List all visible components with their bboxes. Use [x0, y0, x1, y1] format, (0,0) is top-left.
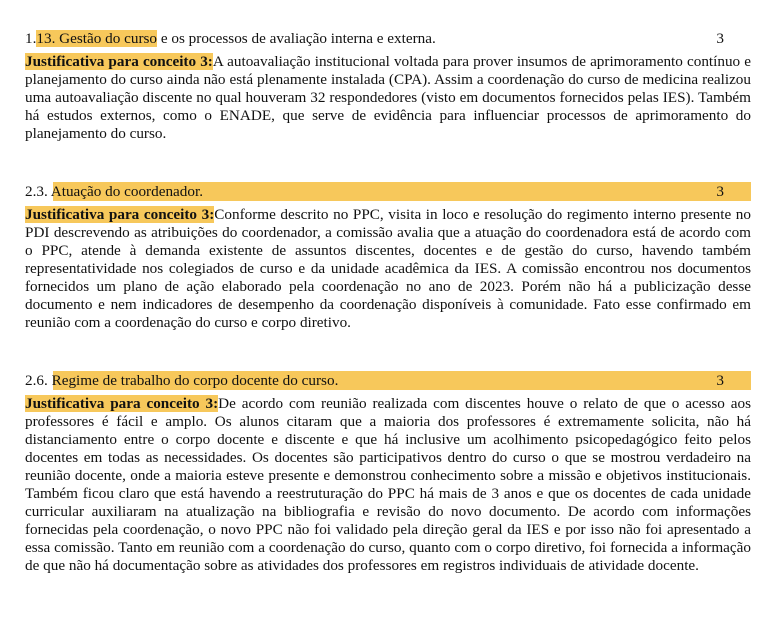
justification-label: Justificativa para conceito 3: [25, 395, 219, 412]
section-1-13 [25, 29, 751, 143]
justification-label: Justificativa para conceito 3: [25, 206, 215, 223]
section-title: Regime de trabalho do corpo docente do curso. [51, 372, 339, 389]
section-heading [25, 371, 751, 390]
section-2-3 [25, 182, 751, 332]
justification-text: Conforme descrito no PPC, visita in loco e resolução do regimento interno presente no PDI descrevendo as atribuições do coordenador, a comissão avalia que a atuação do coordenadora está de acordo com o PPC, atende à demanda existente de assuntos discentes, docentes e de gestão do curso, havendo também representatividade nos colegiados de curso e da unidade acadêmica da IES. A comissão encontrou nos documentos fornecidos um plano de ação elaborado pela coordenação no ano de 2023. Porém não há a publicização desse documento e nem indicadores de desempenho da coordenação disponíveis à comunidade. Fato esse confirmado em reunião com a coordenação do curso e corpo diretivo. [25, 206, 751, 331]
section-score: 3 [716, 30, 724, 47]
section-heading [25, 29, 751, 48]
section-score: 3 [716, 372, 724, 389]
section-title: e os processos de avaliação interna e externa. [157, 30, 436, 47]
section-heading [25, 182, 751, 201]
section-title-highlight: 13. Gestão do curso [36, 30, 158, 47]
justification-text: De acordo com reunião realizada com discentes houve o relato de que o acesso aos professores é fácil e amplo. Os alunos citaram que a maioria dos professores é extremamente solicita, não há distanciamento entre o corpo docente e discente e que há inclusive um acolhimento psicopedagógico feito pelos docentes em todas as necessidades. Os docentes são participativos dentro do curso o que se mostrou verdadeiro na reunião docente, onde a maioria esteve presente e demonstrou conhecimento sobre a missão e objetivos institucionais. Também ficou claro que está havendo a reestruturação do PPC há mais de 3 anos e que os docentes de cada unidade curricular auxiliaram na atualização na bibliografia e revisão do novo documento. De acordo com informações fornecidas pela coordenação, o novo PPC não foi validado pela direção geral da IES e por isso não foi apresentado a essa comissão. Tanto em reunião com a coordenação do curso, quanto com o corpo diretivo, foi fornecida a informação de que não há documentação sobre as atividades dos professores em registros individuais de atividade docente. [25, 395, 752, 574]
section-2-6 [25, 371, 751, 575]
section-title: Atuação do coordenador. [50, 183, 203, 200]
section-number: 1. [25, 30, 37, 47]
justification-paragraph [25, 53, 751, 143]
section-number: 2.6. [25, 372, 48, 389]
justification-paragraph [25, 206, 751, 332]
section-number: 2.3. [25, 183, 48, 200]
justification-label: Justificativa para conceito 3: [25, 53, 213, 70]
justification-paragraph [25, 395, 751, 575]
section-score: 3 [716, 183, 724, 200]
justification-text: A autoavaliação institucional voltada para prover insumos de aprimoramento contínuo e planejamento do curso ainda não está plenamente instalada (CPA). Assim a coordenação do curso de medicina realizou uma autoavaliação discente no qual houveram 32 respondedores (visto em documentos fornecidos pelas IES). Também há estudos externos, como o ENADE, que serve de evidência para influenciar processos de aprimoramento do planejamento do curso. [25, 53, 752, 142]
